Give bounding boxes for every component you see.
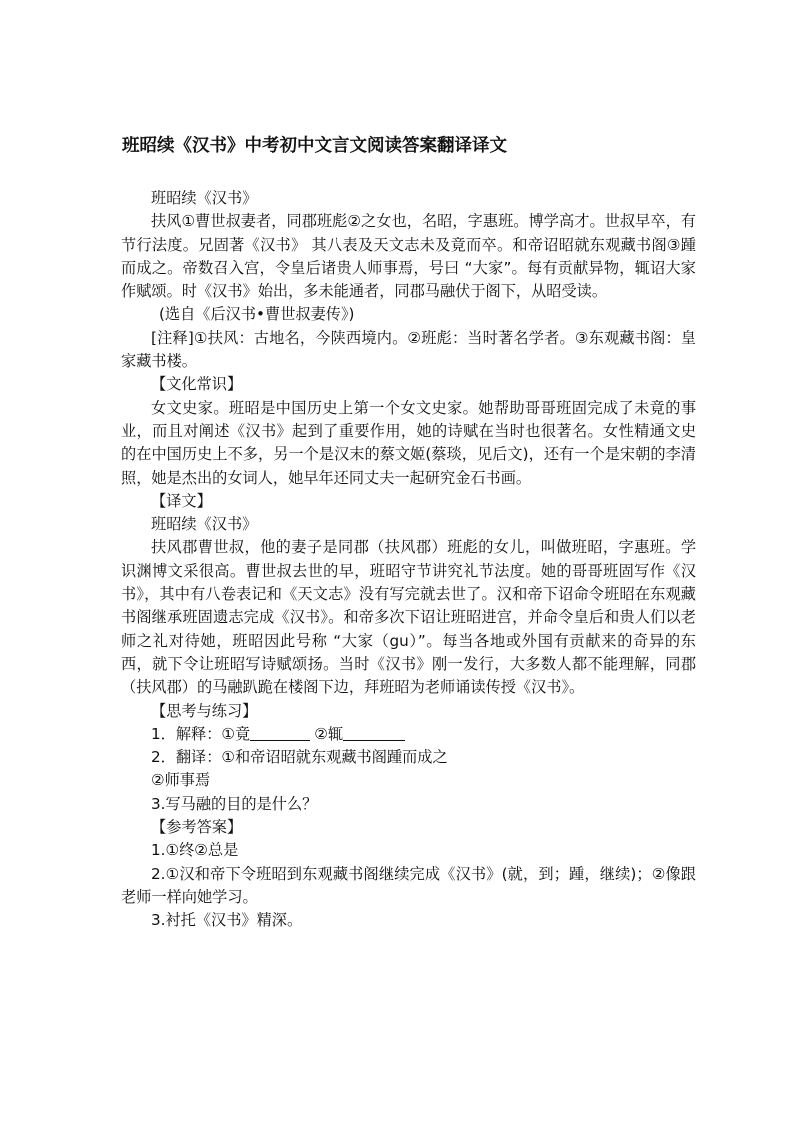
source-citation: (选自《后汉书•曹世叔妻传》) [159,305,355,324]
answer-1: 1.①终②总是 [151,841,239,860]
notes: [注释]①扶风：古地名，今陕西境内。②班彪：当时著名学者。③东观藏书阁：皇家藏书楼。 [121,328,696,371]
exercises-heading: 【思考与练习】 [151,701,258,720]
answer-blank-1[interactable] [250,724,310,741]
translation-heading: 【译文】 [151,491,212,510]
document-body [121,187,696,933]
exercise-1-mid: ②辄 [314,724,344,743]
answer-3: 3.衬托《汉书》精深。 [151,911,303,930]
exercise-1-prefix: 1．解释：①竟 [151,724,251,743]
translation-subheading: 班昭续《汉书》 [151,515,258,534]
answer-2: 2.①汉和帝下令班昭到东观藏书阁继续完成《汉书》(就，到；踵，继续)；②像跟老师一样向她学习。 [121,864,696,906]
exercise-1 [121,723,696,746]
culture-heading: 【文化常识】 [151,375,243,394]
culture-text: 女文史家。班昭是中国历史上第一个女文史家。她帮助哥哥班固完成了未竟的事业，而且对阐述《汉书》起到了重要作用，她的诗赋在当时也很著名。女性精通文史的在中国历史上不多，另一个是汉末的蔡文姬(蔡琰，见后文)，还有一个是宋朝的李清照，她是杰出的女词人，她早年还同丈夫一起研究金石书画。 [121,398,696,487]
original-text: 扶风①曹世叔妻者，同郡班彪②之女也，名昭，字惠班。博学高才。世叔早卒，有节行法度。兄固著《汉书》 其八表及天文志未及竟而卒。和帝诏昭就东观藏书阁③踵而成之。帝数召入宫，令皇后诸贵人师事焉，号曰 “大家”。每有贡献异物，辄诏大家作赋颂。时《汉书》始出，多未能通者，同郡马融伏于阁下，从昭受读。 [121,212,696,301]
translation-text: 扶风郡曹世叔，他的妻子是同郡（扶风郡）班彪的女儿，叫做班昭，字惠班。学识渊博文采很高。曹世叔去世的早，班昭守节讲究礼节法度。她的哥哥班固写作《汉书》，其中有八卷表记和《天文志》没有写完就去世了。汉和帝下诏命令班昭在东观藏书阁继承班固遗志完成《汉书》。和帝多次下诏让班昭进宫，并命令皇后和贵人们以老师之礼对待她，班昭因此号称 “大家（gu）”。每当各地或外国有贡献来的奇异的东西，就下令让班昭写诗赋颂扬。当时《汉书》刚一发行，大多数人都不能理解，同郡（扶风郡）的马融趴跪在楼阁下边，拜班昭为老师诵读传授《汉书》。 [121,538,696,697]
answer-blank-2[interactable] [343,724,405,741]
original-heading: 班昭续《汉书》 [151,189,258,207]
exercise-2a: 2．翻译：①和帝诏昭就东观藏书阁踵而成之 [151,748,448,767]
exercise-3: 3.写马融的目的是什么？ [151,794,318,813]
page-title: 班昭续《汉书》中考初中文言文阅读答案翻译译文 [122,136,507,156]
answers-heading: 【参考答案】 [151,818,243,837]
exercise-2b: ②师事焉 [151,771,211,790]
